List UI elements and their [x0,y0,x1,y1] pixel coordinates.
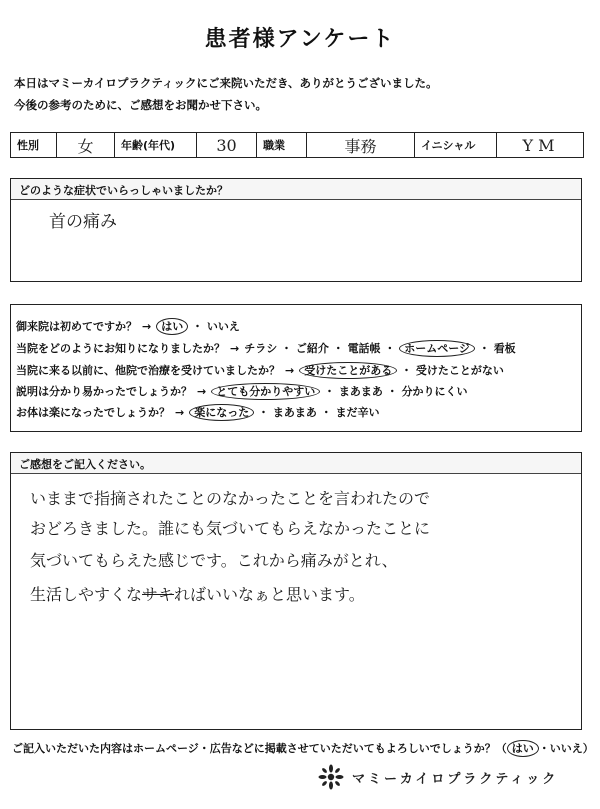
age-value[interactable]: 30 [197,133,257,157]
job-value[interactable]: 事務 [307,133,415,157]
option-separator: ・ [328,342,348,355]
symptom-answer[interactable]: 首の痛み [49,212,117,232]
question-row-3 [16,362,504,378]
answer-option[interactable]: 看板 [493,342,516,355]
comment-line-3[interactable]: 気づいてもらえた感じです。これから痛みがとれ、 [30,551,398,570]
sparkle-icon [318,764,344,790]
paren-close: ） [582,742,594,755]
question-text: 説明は分かり易かったでしょうか？ [16,385,192,398]
page-title: 患者様アンケート [204,27,396,52]
arrow-icon: → [197,385,207,398]
initial-value[interactable]: Y M [522,135,555,155]
age-label: 年齢(年代) [115,133,197,157]
arrow-icon: → [175,406,185,419]
answer-option[interactable]: 電話帳 [347,342,381,355]
answer-option[interactable]: 受けたことがある [299,362,397,379]
answer-option[interactable]: まあまあ [272,406,317,419]
option-separator: ・ [254,406,273,419]
initial-label: イニシャル [415,133,497,157]
publish-no[interactable]: いいえ [549,742,583,755]
answer-option[interactable]: いいえ [206,320,240,333]
question-text: 御来院は初めてですか？ [16,320,137,333]
symptom-box [10,178,582,282]
option-separator: ・ [277,342,296,355]
question-text: 当院をどのようにお知りになりましたか？ [16,342,225,355]
arrow-icon: → [285,364,295,377]
answer-option[interactable]: チラシ [244,342,278,355]
publish-yes[interactable]: はい [507,740,539,757]
publish-consent-question [12,740,594,756]
question-row-2 [16,340,516,356]
answer-option[interactable]: まあまあ [338,385,383,398]
comment-line-4a: 生活しやすくな [30,585,143,604]
question-text: 当院に来る以前に、他院で治療を受けていましたか？ [16,364,280,377]
question-row-5 [16,404,380,420]
intro-line-2: 今後の参考のために、ご感想をお聞かせ下さい。 [14,98,267,112]
publish-question-text: ご記入いただいた内容はホームページ・広告などに掲載させていただいてもよろしいでしょうか？ [12,742,496,755]
separator: ・ [538,742,550,755]
answer-option[interactable]: 楽になった [189,404,254,421]
comment-line-1[interactable]: いままで指摘されたことのなかったことを言われたので [30,489,431,508]
option-separator: ・ [320,385,339,398]
job-label: 職業 [257,133,307,157]
answer-option[interactable]: まだ辛い [335,406,380,419]
option-separator: ・ [475,342,494,355]
answer-option[interactable]: とても分かりやすい [211,383,320,400]
paren-open: （ [495,742,507,755]
question-text: お体は楽になったでしょうか？ [16,406,170,419]
option-separator: ・ [188,320,207,333]
answer-option[interactable]: 分かりにくい [401,385,468,398]
answer-option[interactable]: 受けたことがない [415,364,504,377]
intro-line-1: 本日はマミーカイロプラクティックにご来院いただき、ありがとうございました。 [14,76,438,90]
arrow-icon: → [230,342,240,355]
struck-text: サキ [142,585,175,604]
question-row-1 [16,318,240,334]
option-separator: ・ [316,406,336,419]
gender-value[interactable]: 女 [57,133,115,157]
profile-row [10,132,584,158]
gender-label: 性別 [11,133,57,157]
option-separator: ・ [397,364,416,377]
comment-line-2[interactable]: おどろきました。誰にも気づいてもらえなかったことに [30,519,431,538]
clinic-logo-text: マミーカイロプラクティック [352,771,559,787]
arrow-icon: → [142,320,152,333]
question-row-4 [16,383,468,399]
comments-header: ご感想をご記入ください。 [11,453,581,474]
option-separator: ・ [382,385,402,398]
option-separator: ・ [380,342,400,355]
comment-line-4b: ればいいなぁと思います。 [174,585,365,604]
answer-option[interactable]: はい [156,318,188,335]
symptom-question: どのような症状でいらっしゃいましたか？ [11,179,581,200]
clinic-logo [318,764,558,790]
answer-option[interactable]: ホームページ [399,340,475,357]
comment-line-4[interactable] [30,582,365,605]
answer-option[interactable]: ご紹介 [295,342,329,355]
